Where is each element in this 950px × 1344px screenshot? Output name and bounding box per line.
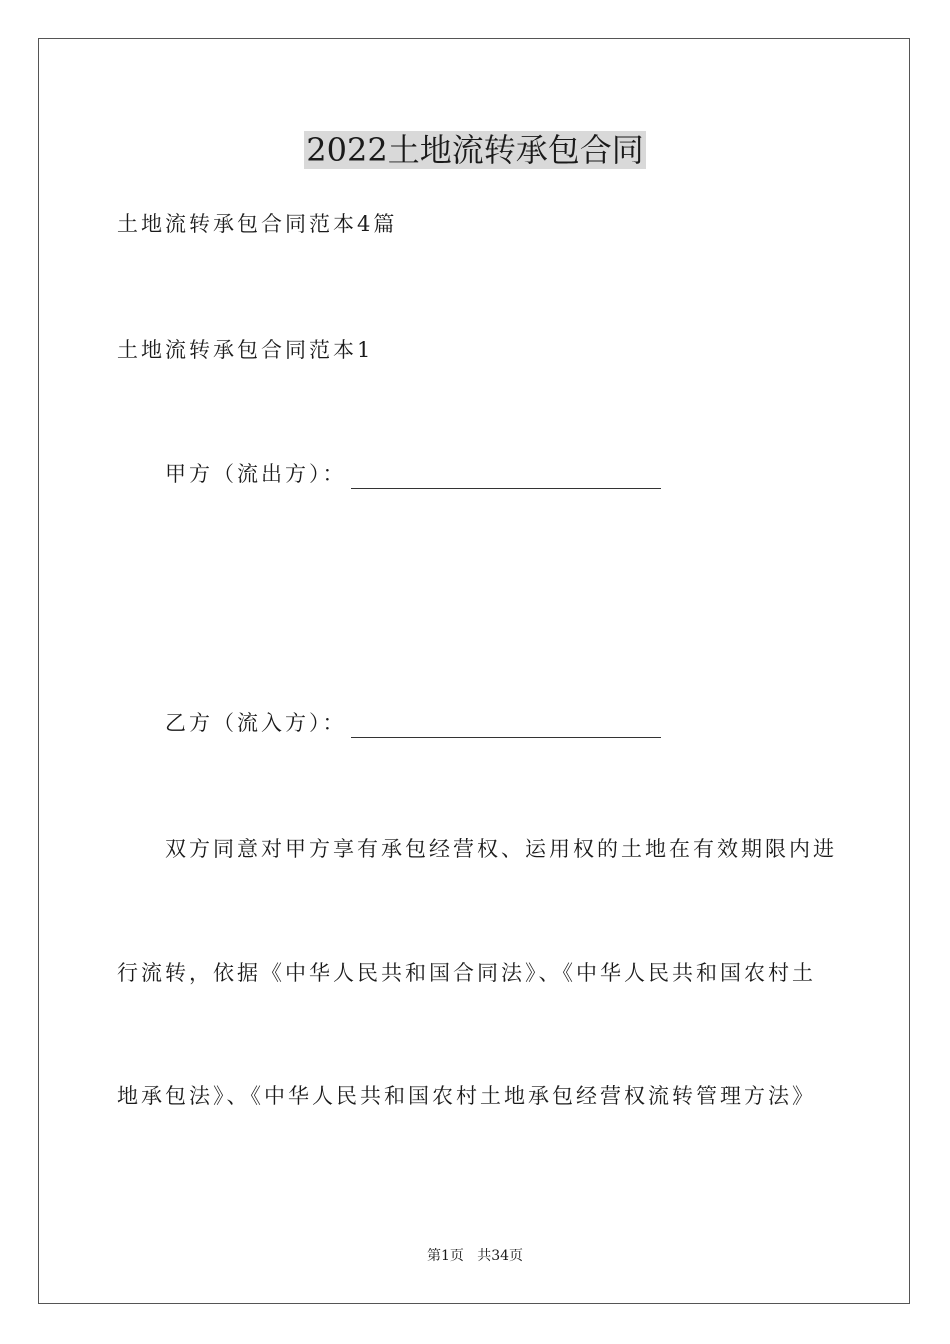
body-paragraph-line: 行流转，依据《中华人民共和国合同法》、《中华人民共和国农村土 <box>117 961 816 985</box>
document-subtitle: 土地流转承包合同范本4篇 <box>117 212 398 236</box>
document-title-text: 2022土地流转承包合同 <box>306 131 644 169</box>
party-b-label: 乙方（流入方）： <box>165 711 347 735</box>
section-heading: 土地流转承包合同范本1 <box>117 338 374 362</box>
body-paragraph-line: 双方同意对甲方享有承包经营权、运用权的土地在有效期限内进 <box>165 837 837 861</box>
party-a-label: 甲方（流出方）： <box>165 462 347 486</box>
document-title <box>0 128 950 172</box>
party-a-line <box>165 459 661 489</box>
body-paragraph-line: 地承包法》、《中华人民共和国农村土地承包经营权流转管理方法》 <box>117 1084 816 1108</box>
party-a-blank <box>351 466 661 489</box>
party-b-line <box>165 708 661 738</box>
party-b-blank <box>351 715 661 738</box>
page-footer: 第1页 共34页 <box>426 1248 524 1264</box>
